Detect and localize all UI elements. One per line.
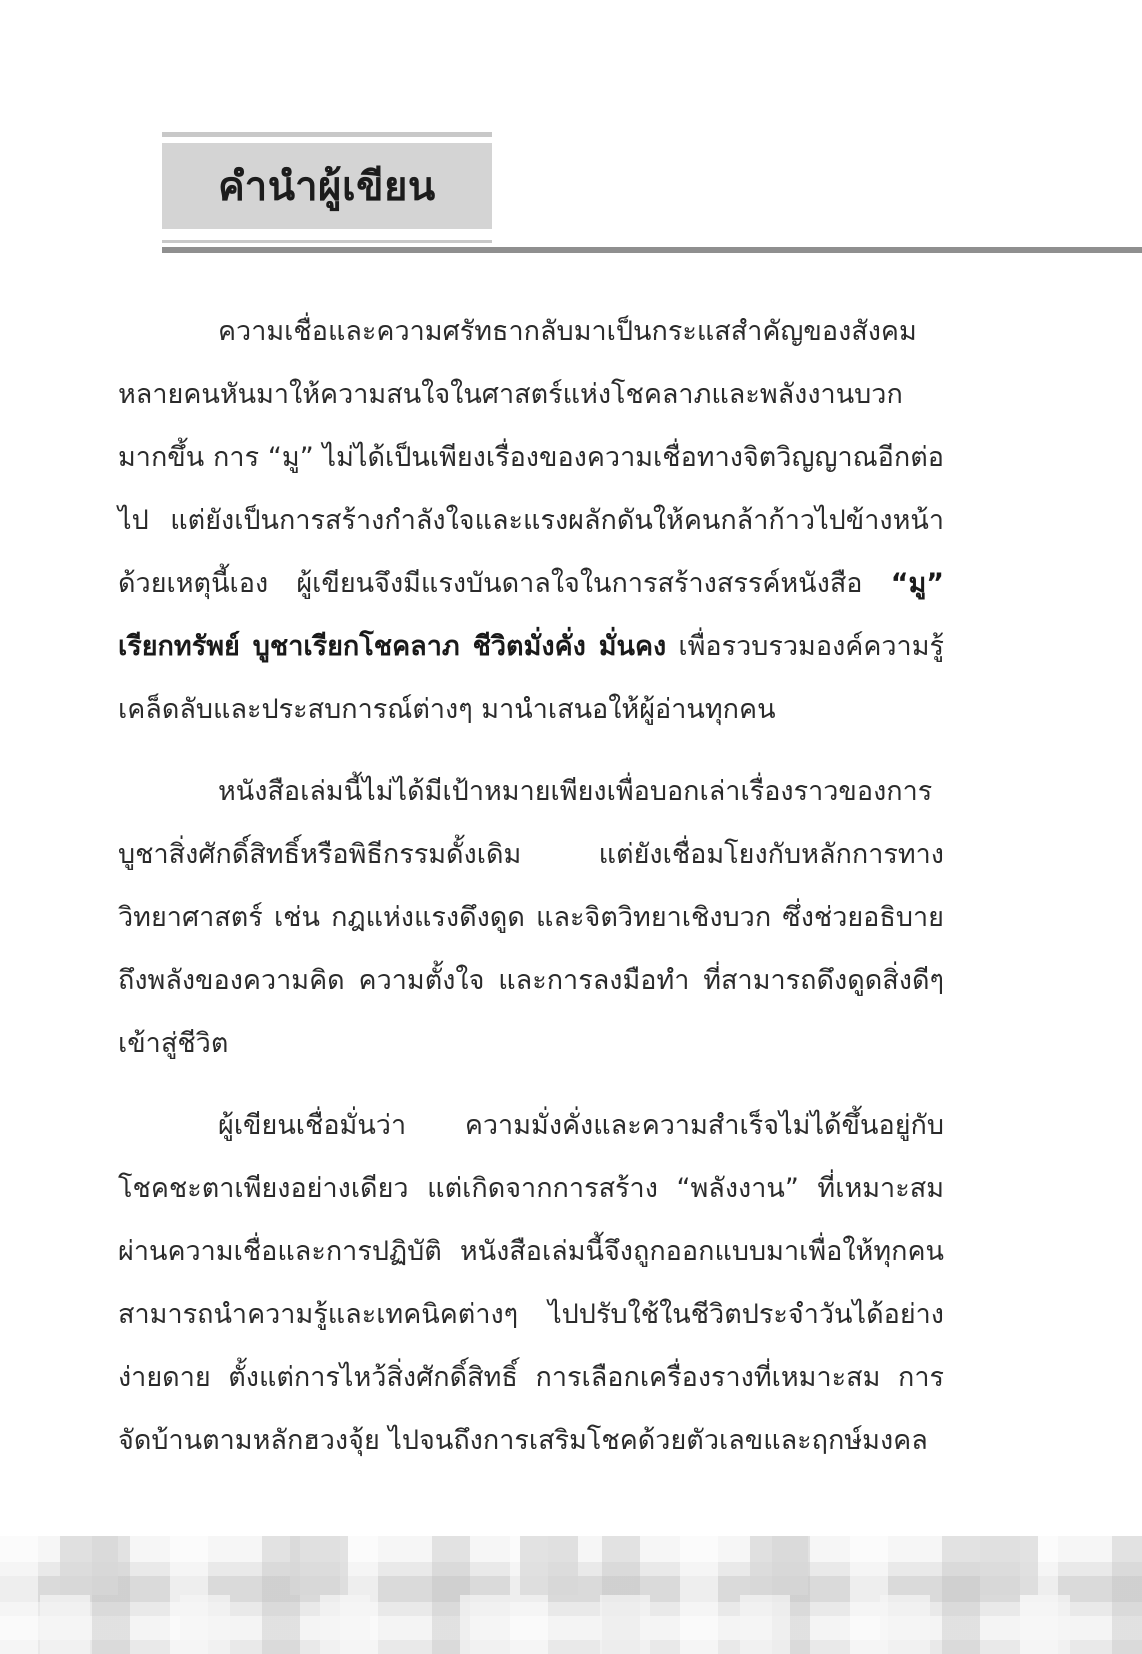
- paragraph-1-text-a: ความเชื่อและความศรัทธากลับมาเป็นกระแสสำคัญของสังคม หลายคนหันมาให้ความสนใจในศาสตร์แห่งโชคลาภและพลังงานบวกมากขึ้น การ “มู” ไม่ได้เป็นเพียงเรื่องของความเชื่อทางจิตวิญญาณอีกต่อไป แต่ยังเป็นการสร้างกำลังใจและแรงผลักดันให้คนกล้าก้าวไปข้างหน้า ด้วยเหตุนี้เอง ผู้เขียนจึงมีแรงบันดาลใจในการสร้างสรรค์หนังสือ: [118, 316, 944, 599]
- paragraph-3: [118, 1094, 944, 1472]
- paragraph-1: [118, 300, 944, 741]
- heading-block: [162, 132, 492, 229]
- heading-box: [162, 143, 492, 229]
- paragraph-2: [118, 760, 944, 1075]
- book-title-bold: “มู” เรียกทรัพย์ บูชาเรียกโชคลาภ ชีวิตมั่งคั่ง มั่นคง: [118, 568, 944, 662]
- heading-bottom-rule: [162, 247, 1142, 253]
- heading-inner-rule: [162, 240, 492, 243]
- heading-top-rule: [162, 132, 492, 137]
- paragraph-1-text-b: เพื่อรวบรวมองค์ความรู้ เคล็ดลับและประสบการณ์ต่างๆ มานำเสนอให้ผู้อ่านทุกคน: [118, 631, 945, 725]
- page-title: คำนำผู้เขียน: [218, 164, 436, 210]
- paragraph-2-text: หนังสือเล่มนี้ไม่ได้มีเป้าหมายเพียงเพื่อบอกเล่าเรื่องราวของการบูชาสิ่งศักดิ์สิทธิ์หรือพิธีกรรมดั้งเดิม แต่ยังเชื่อมโยงกับหลักการทางวิทยาศาสตร์ เช่น กฎแห่งแรงดึงดูด และจิตวิทยาเชิงบวก ซึ่งช่วยอธิบายถึงพลังของความคิด ความตั้งใจ และการลงมือทำ ที่สามารถดึงดูดสิ่งดีๆ เข้าสู่ชีวิต: [118, 776, 944, 1059]
- paragraph-3-text: ผู้เขียนเชื่อมั่นว่า ความมั่งคั่งและความสำเร็จไม่ได้ขึ้นอยู่กับโชคชะตาเพียงอย่างเดียว แต่เกิดจากการสร้าง “พลังงาน” ที่เหมาะสมผ่านความเชื่อและการปฏิบัติ หนังสือเล่มนี้จึงถูกออกแบบมาเพื่อให้ทุกคนสามารถนำความรู้และเทคนิคต่างๆ ไปปรับใช้ในชีวิตประจำวันได้อย่างง่ายดาย ตั้งแต่การไหว้สิ่งศักดิ์สิทธิ์ การเลือกเครื่องรางที่เหมาะสม การจัดบ้านตามหลักฮวงจุ้ย ไปจนถึงการเสริมโชคด้วยตัวเลขและฤกษ์มงคล: [118, 1110, 944, 1456]
- body-text: [118, 300, 944, 1491]
- footer-decorative-tiles: [0, 1536, 1142, 1654]
